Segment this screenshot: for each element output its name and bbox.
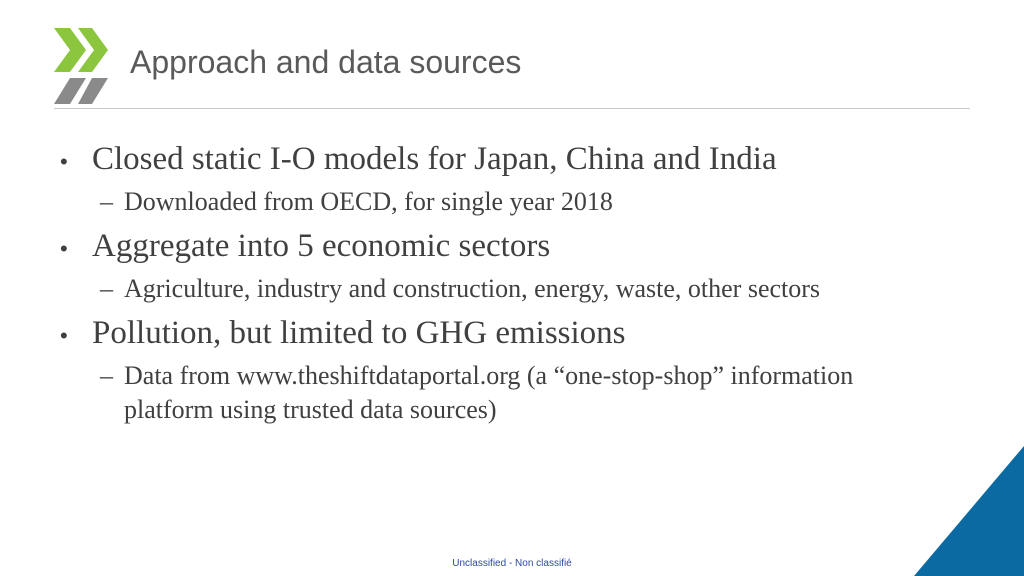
bullet-item: [58, 312, 938, 357]
sub-bullet-item: [100, 185, 938, 219]
sub-bullet-text: Downloaded from OECD, for single year 2018: [124, 187, 613, 216]
bullet-dot: •: [60, 236, 68, 261]
bullet-item: [58, 225, 938, 270]
sub-bullet-text: Data from www.theshiftdataportal.org (a “one-stop-shop” information platform using trusted data sources): [124, 361, 854, 424]
sub-bullet-dash: –: [100, 361, 113, 390]
sub-bullet-dash: –: [100, 187, 113, 216]
bullet-list: [58, 138, 938, 427]
bullet-dot: •: [60, 323, 68, 348]
bullet-text: Pollution, but limited to GHG emissions: [92, 315, 626, 351]
page-title: Approach and data sources: [130, 44, 522, 80]
bullet-text: Aggregate into 5 economic sectors: [92, 228, 551, 264]
title-divider: [54, 108, 970, 109]
bullet-item: [58, 138, 938, 183]
sub-bullet-text: Agriculture, industry and construction, energy, waste, other sectors: [124, 274, 821, 303]
classification-footer: Unclassified - Non classifié: [452, 558, 572, 569]
bullet-text: Closed static I-O models for Japan, China and India: [92, 141, 777, 177]
corner-triangle-icon: [914, 446, 1024, 576]
sub-bullet-dash: –: [100, 274, 113, 303]
sub-bullet-item: [100, 272, 938, 306]
oecd-logo-icon: [52, 22, 110, 106]
sub-bullet-item: [100, 359, 938, 427]
bullet-dot: •: [60, 149, 68, 174]
